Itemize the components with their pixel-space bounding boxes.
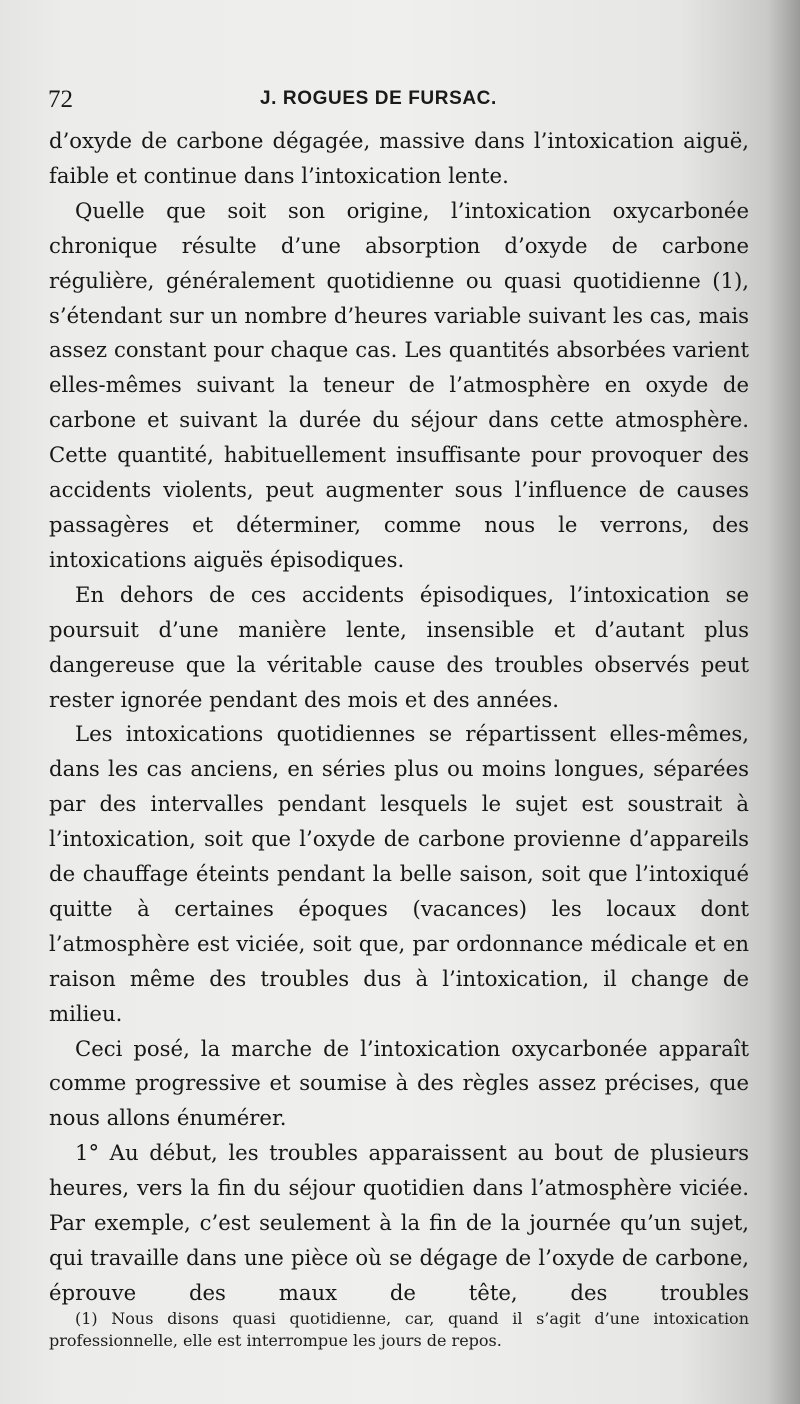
- paragraph-daily-series: Les intoxications quotidiennes se répartissent elles-mêmes, dans les cas anciens, en séries plus ou moins longues, séparées par des intervalles pendant lesquels le sujet est soustrait à l’intoxication, soit que l’oxyde de carbone provienne d’appareils de chauffage éteints pendant la belle saison, soit que l’intoxiqué quitte à certaines époques (vacances) les locaux dont l’atmosphère est viciée, soit que, par ordonnance médicale et en raison même des troubles dus à l’intoxication, il change de milieu.: [49, 721, 749, 1026]
- footnote-text: (1) Nous disons quasi quotidienne, car, quand il s’agit d’une intoxication professionnelle, elle est interrompue les jours de repos.: [49, 1309, 749, 1350]
- paragraph-continuation: d’oxyde de carbone dégagée, massive dans l’intoxication aiguë, faible et continue dans l’intoxication lente.: [49, 128, 749, 188]
- running-head: J. ROGUES DE FURSAC.: [260, 88, 497, 109]
- footnote: [49, 1308, 749, 1352]
- page-header: [48, 86, 748, 116]
- paragraph-slow-progression: En dehors de ces accidents épisodiques, l’intoxication se poursuit d’une manière lente, insensible et d’autant plus dangereuse que la véritable cause des troubles observés peut rester ignorée pendant des mois et des années.: [49, 581, 749, 712]
- page-number: 72: [48, 86, 73, 113]
- paragraph-chronic-intoxication: Quelle que soit son origine, l’intoxication oxycarbonée chronique résulte d’une absorption d’oxyde de carbone régulière, généralement quotidienne ou quasi quotidienne (1), s’étendant sur un nombre d’heures variable suivant les cas, mais assez constant pour chaque cas. Les quantités absorbées varient elles-mêmes suivant la teneur de l’atmosphère en oxyde de carbone et suivant la durée du séjour dans cette atmosphère. Cette quantité, habituellement insuffisante pour provoquer des accidents violents, peut augmenter sous l’influence de causes passagères et déterminer, comme nous le verrons, des intoxications aiguës épisodiques.: [49, 197, 749, 572]
- body-text: [49, 124, 749, 1311]
- paragraph-first-stage: 1° Au début, les troubles apparaissent au bout de plusieurs heures, vers la fin du séjour quotidien dans l’atmosphère viciée. Par exemple, c’est seulement à la fin de la journée qu’un sujet, qui travaille dans une pièce où se dégage de l’oxyde de carbone, éprouve des maux de tête, des troubles: [49, 1140, 749, 1305]
- paragraph-rules-intro: Ceci posé, la marche de l’intoxication oxycarbonée apparaît comme progressive et soumise à des règles assez précises, que nous allons énumérer.: [49, 1035, 749, 1131]
